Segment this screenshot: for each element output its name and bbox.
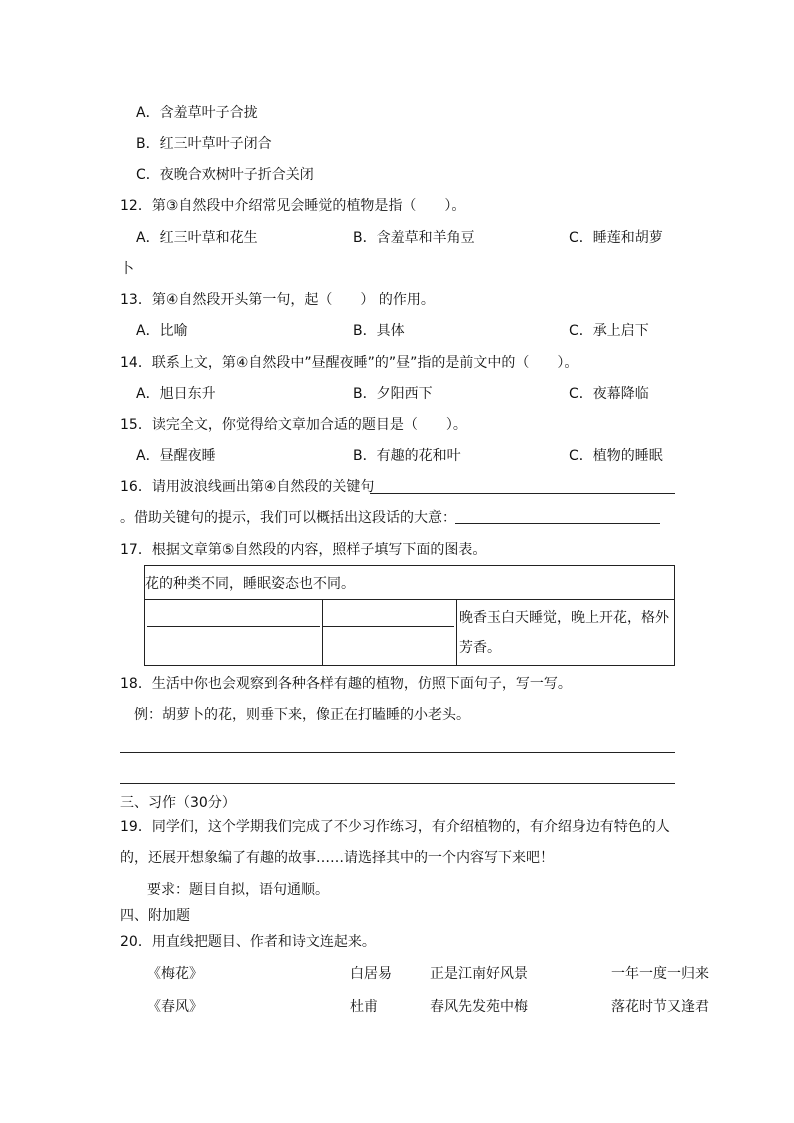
poem-verse[interactable]: 正是江南好风景 xyxy=(430,966,528,982)
section3-title: 三、习作（30分） xyxy=(120,795,236,811)
q17-chart xyxy=(144,565,675,666)
q19-line1: 19．同学们，这个学期我们完成了不少习作练习，有介绍植物的，有介绍身边有特色的人 xyxy=(120,819,670,835)
q17-chart-header-text: 花的种类不同，睡眠姿态也不同。 xyxy=(145,575,355,592)
q18-example: 例：胡萝卜的花，则垂下来，像正在打瞌睡的小老头。 xyxy=(134,707,470,723)
q12-option-b: B．含羞草和羊角豆 xyxy=(353,230,475,246)
q12-stem: 12．第③自然段中介绍常见会睡觉的植物是指（ ）。 xyxy=(120,198,466,214)
q16-line1: 16．请用波浪线画出第④自然段的关键句 xyxy=(120,479,375,495)
q16-line2: 。借助关键句的提示，我们可以概括出这段话的大意： xyxy=(120,510,456,526)
q17-chart-header xyxy=(145,566,675,600)
q14-stem: 14．联系上文，第④自然段中”昼醒夜睡”的”昼”指的是前文中的（ ）。 xyxy=(120,355,579,371)
q13-stem: 13．第④自然段开头第一句，起（ ） 的作用。 xyxy=(120,292,435,308)
q13-option-c: C．承上启下 xyxy=(569,323,649,339)
poem-verse[interactable]: 春风先发苑中梅 xyxy=(430,999,528,1015)
q15-option-c: C．植物的睡眠 xyxy=(569,448,663,464)
q17-blank-cell-2[interactable] xyxy=(323,600,457,666)
poem-verse[interactable]: 一年一度一归来 xyxy=(611,966,709,982)
q17-example-line2: 芳香。 xyxy=(459,639,501,656)
q12-option-a: A．红三叶草和花生 xyxy=(136,230,258,246)
q17-stem: 17．根据文章第⑤自然段的内容，照样子填写下面的图表。 xyxy=(120,542,487,558)
q15-stem: 15．读完全文，你觉得给文章加合适的题目是（ ）。 xyxy=(120,417,467,433)
q17-example-cell xyxy=(457,600,675,666)
q17-example-line1: 晚香玉白天睡觉，晚上开花，格外 xyxy=(459,609,669,626)
q12-option-c: C．睡莲和胡萝 xyxy=(569,230,663,246)
q11-option-b: B．红三叶草叶子闭合 xyxy=(136,136,272,152)
q12-option-c-wrap: 卜 xyxy=(120,261,134,277)
q19-requirement: 要求：题目自拟，语句通顺。 xyxy=(147,882,329,898)
q14-option-a: A．旭日东升 xyxy=(136,386,216,402)
q20-stem: 20．用直线把题目、作者和诗文连起来。 xyxy=(120,934,376,950)
q11-option-a: A．含羞草叶子合拢 xyxy=(136,105,258,121)
q17-blank-cell-1[interactable] xyxy=(145,600,323,666)
q11-option-c: C．夜晚合欢树叶子折合关闭 xyxy=(136,167,314,183)
q17-cell1-divider xyxy=(147,626,320,627)
q19-line2: 的，还展开想象编了有趣的故事……请选择其中的一个内容写下来吧！ xyxy=(120,850,554,866)
q15-option-a: A．昼醒夜睡 xyxy=(136,448,216,464)
poem-author[interactable]: 杜甫 xyxy=(350,999,378,1015)
poem-verse[interactable]: 落花时节又逢君 xyxy=(611,999,709,1015)
q18-answer-line-2[interactable] xyxy=(120,783,675,784)
poem-title[interactable]: 《春风》 xyxy=(147,999,203,1015)
q13-option-a: A．比喻 xyxy=(136,323,188,339)
q16-answer-line-2[interactable] xyxy=(455,523,660,524)
q18-stem: 18．生活中你也会观察到各种各样有趣的植物，仿照下面句子，写一写。 xyxy=(120,676,572,692)
poem-title[interactable]: 《梅花》 xyxy=(147,966,203,982)
q14-option-b: B．夕阳西下 xyxy=(353,386,433,402)
q17-cell2-divider xyxy=(323,626,454,627)
q18-answer-line-1[interactable] xyxy=(120,752,675,753)
poem-author[interactable]: 白居易 xyxy=(350,966,392,982)
section4-title: 四、附加题 xyxy=(120,908,190,924)
q13-option-b: B．具体 xyxy=(353,323,405,339)
q15-option-b: B．有趣的花和叶 xyxy=(353,448,461,464)
q16-answer-line-1[interactable] xyxy=(370,493,675,494)
q14-option-c: C．夜幕降临 xyxy=(569,386,649,402)
